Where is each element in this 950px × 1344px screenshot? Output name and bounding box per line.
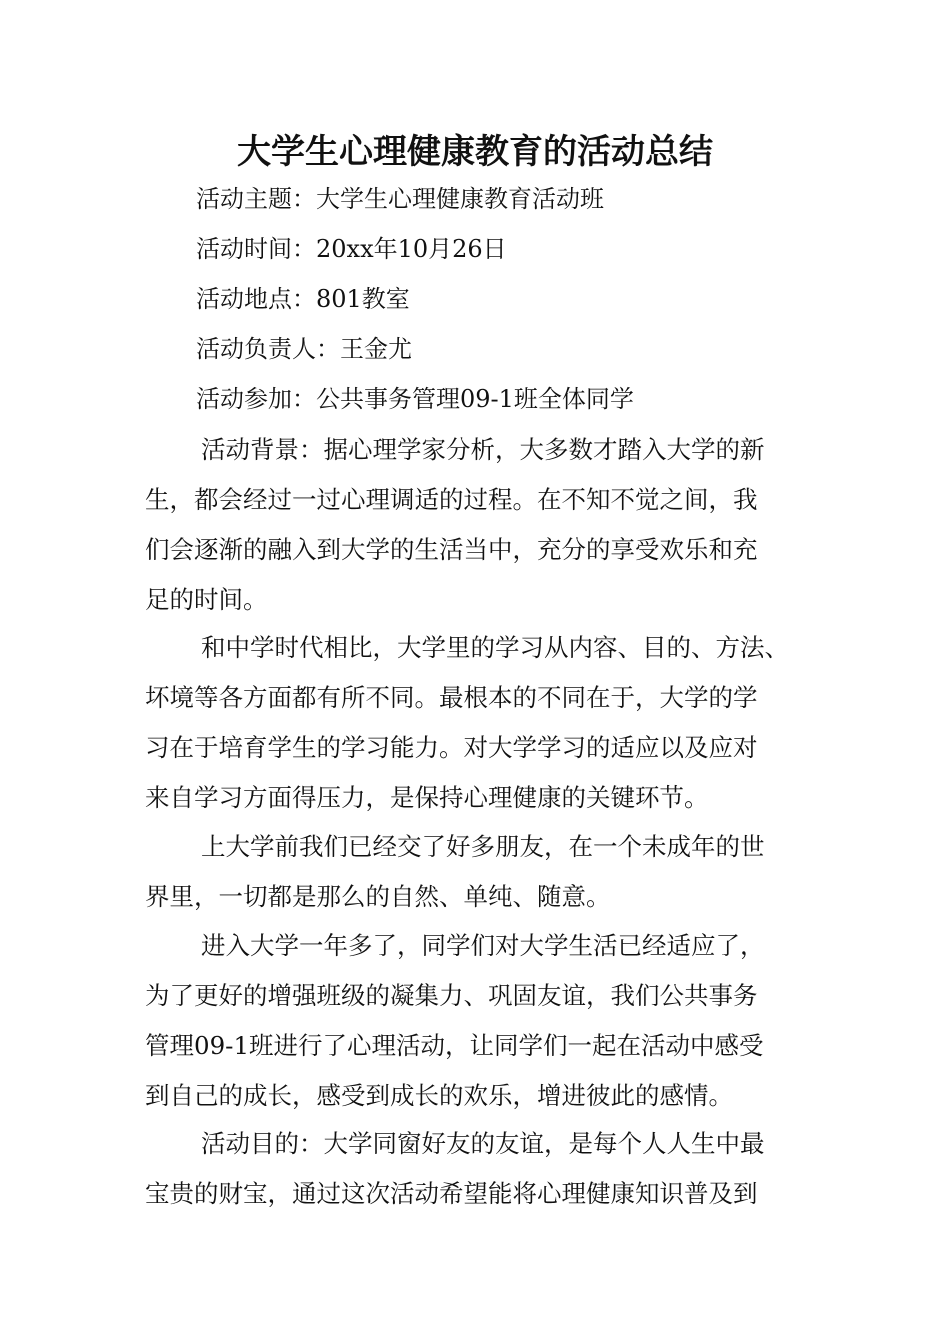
- document-title: 大学生心理健康教育的活动总结: [237, 132, 713, 172]
- meta-time: 活动时间：20xx年10月26日: [196, 235, 507, 263]
- paragraph-line: 进入大学一年多了，同学们对大学生活已经适应了，: [201, 931, 765, 960]
- paragraph-line: 宝贵的财宝，通过这次活动希望能将心理健康知识普及到: [145, 1179, 758, 1208]
- meta-organizer: 活动负责人：王金尤: [196, 335, 412, 363]
- meta-location: 活动地点：801教室: [196, 285, 410, 313]
- paragraph-line: 来自学习方面得压力，是保持心理健康的关键环节。: [145, 783, 709, 812]
- paragraph-line: 习在于培育学生的学习能力。对大学学习的适应以及应对: [145, 733, 758, 762]
- paragraph-line: 界里，一切都是那么的自然、单纯、随意。: [145, 882, 611, 911]
- meta-theme: 活动主题：大学生心理健康教育活动班: [196, 185, 604, 213]
- paragraph-line: 活动目的：大学同窗好友的友谊，是每个人人生中最: [201, 1129, 765, 1158]
- paragraph-line: 们会逐渐的融入到大学的生活当中，充分的享受欢乐和充: [145, 535, 758, 564]
- paragraph-study: [145, 623, 827, 823]
- paragraph-line: 活动背景：据心理学家分析，大多数才踏入大学的新: [201, 435, 765, 464]
- paragraph-line: 到自己的成长，感受到成长的欢乐，增进彼此的感情。: [145, 1081, 733, 1110]
- meta-participants: 活动参加：公共事务管理09-1班全体同学: [196, 385, 634, 413]
- paragraph-line: 管理09-1班进行了心理活动，让同学们一起在活动中感受: [145, 1031, 764, 1060]
- paragraph-activity: [145, 921, 827, 1121]
- paragraph-line: 上大学前我们已经交了好多朋友，在一个未成年的世: [201, 832, 765, 861]
- paragraph-line: 生，都会经过一过心理调适的过程。在不知不觉之间，我: [145, 485, 758, 514]
- paragraph-line: 坏境等各方面都有所不同。最根本的不同在于，大学的学: [145, 683, 758, 712]
- paragraph-purpose: [145, 1119, 827, 1219]
- paragraph-line: 为了更好的增强班级的凝集力、巩固友谊，我们公共事务: [145, 981, 758, 1010]
- paragraph-line: 足的时间。: [145, 585, 268, 614]
- paragraph-background: [145, 425, 827, 625]
- paragraph-friends: [145, 822, 827, 922]
- paragraph-line: 和中学时代相比，大学里的学习从内容、目的、方法、: [201, 633, 789, 662]
